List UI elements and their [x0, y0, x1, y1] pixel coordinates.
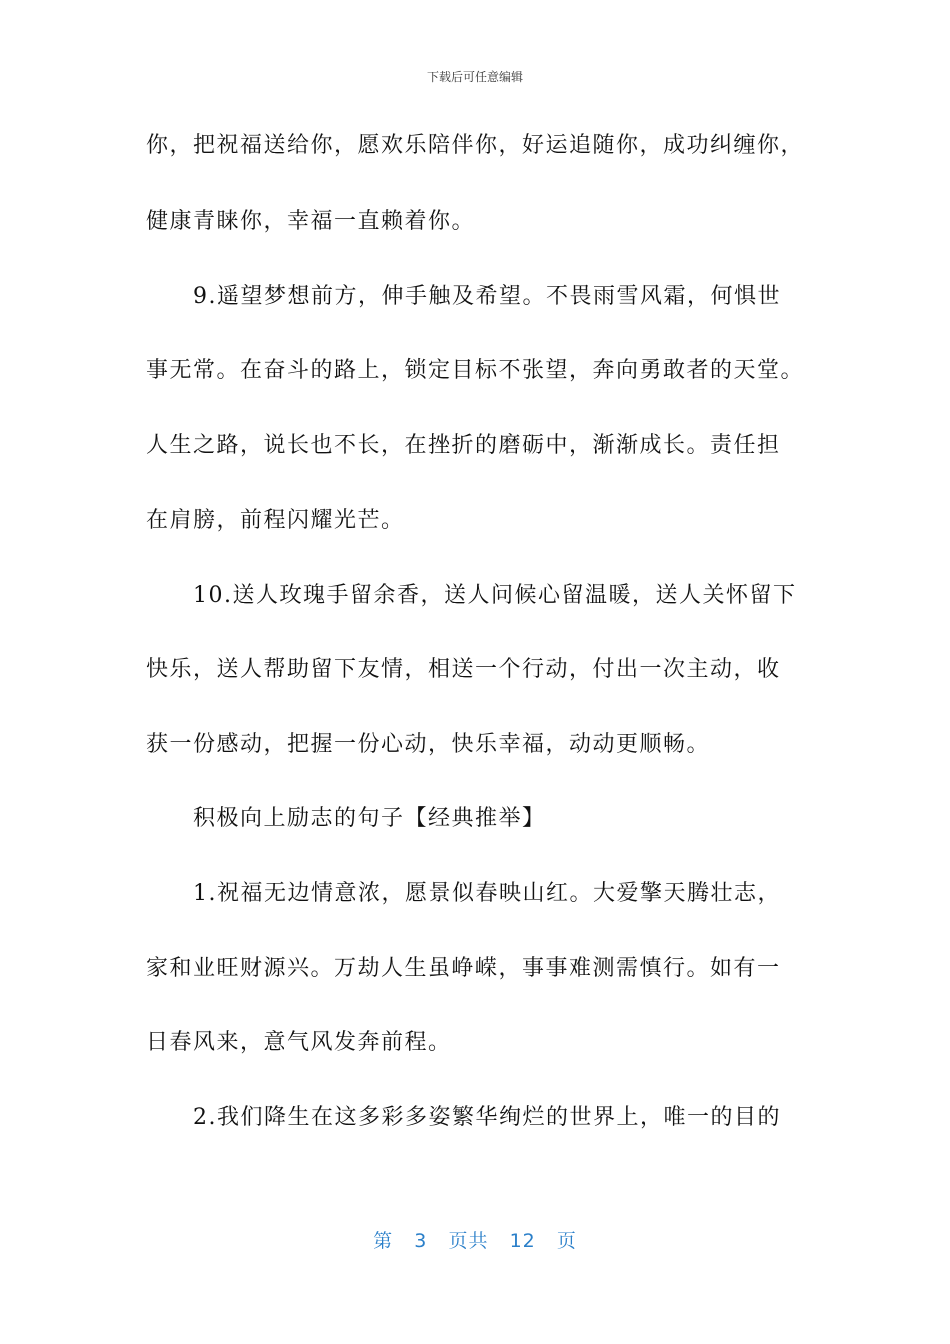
body-line-11: 1.祝福无边情意浓，愿景似春映山红。大爱擎天腾壮志，: [193, 881, 781, 906]
body-line-7: 10.送人玫瑰手留余香，送人问候心留温暖，送人关怀留下: [193, 583, 797, 608]
page-footer: [0, 1226, 950, 1253]
body-line-4: 事无常。在奋斗的路上，锁定目标不张望，奔向勇敢者的天堂。: [146, 358, 805, 383]
page-label-prefix: 第: [373, 1230, 394, 1252]
body-line-12: 家和业旺财源兴。万劫人生虽峥嵘，事事难测需慎行。如有一: [146, 956, 781, 981]
body-line-6: 在肩膀，前程闪耀光芒。: [146, 508, 405, 533]
body-line-13: 日春风来，意气风发奔前程。: [146, 1030, 452, 1055]
body-line-9: 获一份感动，把握一份心动，快乐幸福，动动更顺畅。: [146, 732, 711, 757]
section-heading: 积极向上励志的句子【经典推举】: [193, 806, 546, 831]
body-line-2: 健康青睐你，幸福一直赖着你。: [146, 209, 476, 234]
page-label-suffix: 页: [556, 1230, 577, 1252]
body-line-3: 9.遥望梦想前方，伸手触及希望。不畏雨雪风霜，何惧世: [193, 284, 781, 309]
body-line-14: 2.我们降生在这多彩多姿繁华绚烂的世界上，唯一的目的: [193, 1105, 781, 1130]
total-pages-number: 12: [509, 1230, 536, 1252]
body-line-8: 快乐，送人帮助留下友情，相送一个行动，付出一次主动，收: [146, 657, 781, 682]
header-note: 下载后可任意编辑: [426, 70, 523, 84]
body-line-1: 你，把祝福送给你，愿欢乐陪伴你，好运追随你，成功纠缠你，: [146, 133, 805, 158]
page-label-mid: 页共: [448, 1230, 489, 1252]
body-line-5: 人生之路，说长也不长，在挫折的磨砺中，渐渐成长。责任担: [146, 433, 781, 458]
current-page-number: 3: [414, 1230, 428, 1252]
